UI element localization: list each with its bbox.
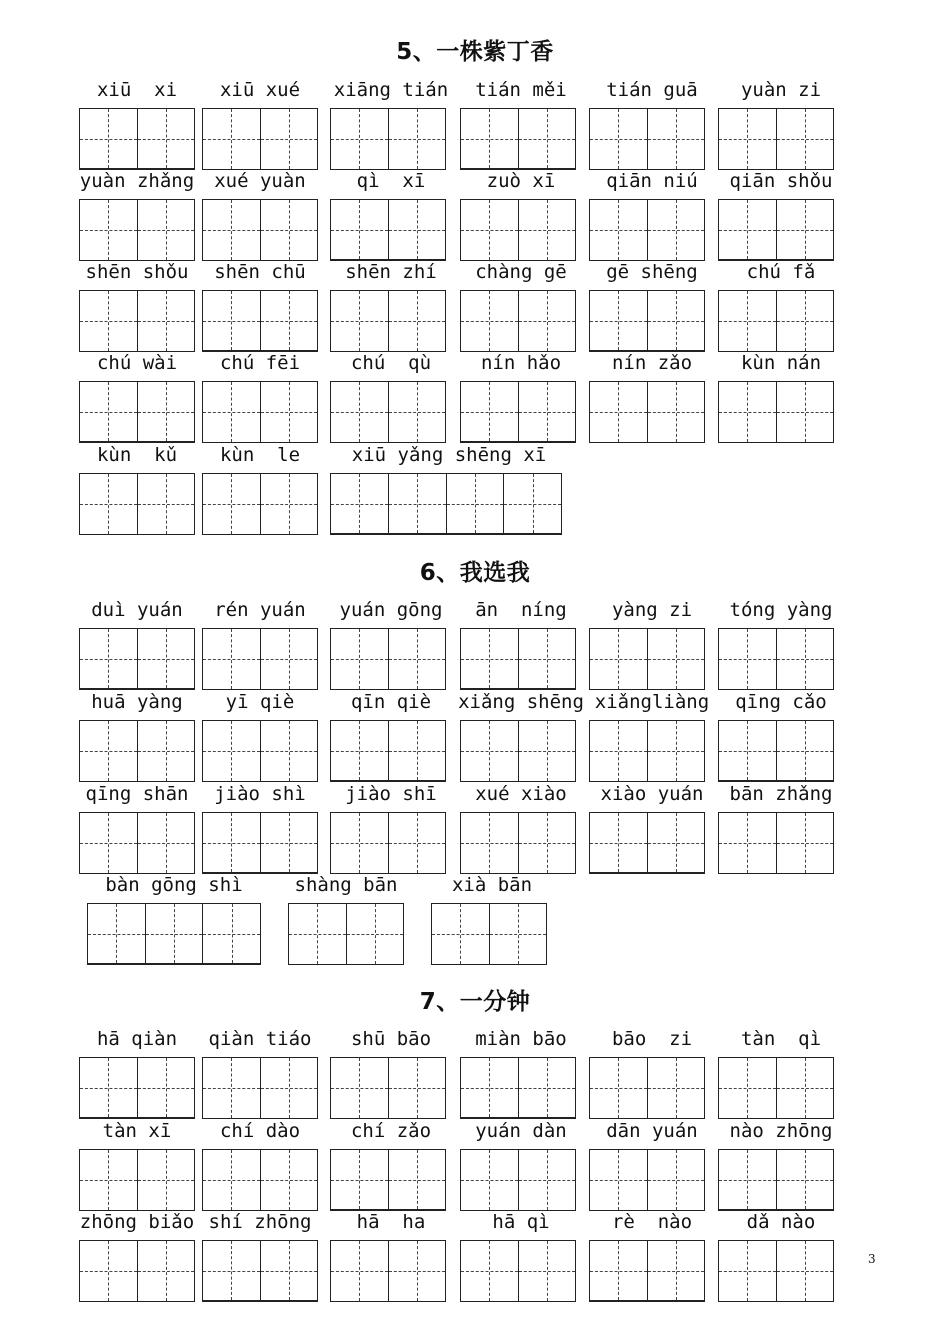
pinyin-label-tian-gua: tián guā <box>606 79 698 101</box>
tianzige-writing-grid[interactable] <box>718 1240 834 1302</box>
tianzige-writing-grid[interactable] <box>202 1057 318 1119</box>
page-number: 3 <box>868 1252 876 1266</box>
pinyin-label-ha-qian: hā qiàn <box>96 1028 178 1050</box>
tianzige-cell[interactable] <box>647 1241 705 1300</box>
pinyin-label-xia-ban: xià bān <box>451 874 533 896</box>
tianzige-writing-grid[interactable] <box>330 812 446 874</box>
pinyin-label-tian-mei: tián měi <box>475 79 567 101</box>
tianzige-cell[interactable] <box>719 1150 776 1209</box>
tianzige-writing-grid[interactable] <box>589 199 705 261</box>
pinyin-label-xiang-sheng: xiǎng shēng <box>458 691 584 713</box>
pinyin-label-qing-shan: qīng shān <box>85 783 189 805</box>
tianzige-cell[interactable] <box>647 1058 705 1118</box>
pinyin-label-kun-ku: kùn kǔ <box>96 444 178 466</box>
tianzige-writing-grid[interactable] <box>330 381 446 443</box>
tianzige-cell[interactable] <box>203 1150 260 1210</box>
pinyin-label-xiao-yuan: xiào yuán <box>600 783 704 805</box>
tianzige-cell[interactable] <box>203 721 260 781</box>
tianzige-writing-grid[interactable] <box>589 812 705 874</box>
pinyin-label-re-nao: rè nào <box>611 1211 693 1233</box>
pinyin-label-ban-zhang: bān zhǎng <box>729 783 833 805</box>
tianzige-cell[interactable] <box>203 1058 260 1118</box>
tianzige-cell[interactable] <box>137 629 195 688</box>
tianzige-cell[interactable] <box>388 109 446 169</box>
tianzige-cell[interactable] <box>137 1058 195 1117</box>
tianzige-cell[interactable] <box>590 721 647 781</box>
tianzige-cell[interactable] <box>776 200 834 259</box>
tianzige-cell[interactable] <box>647 382 705 442</box>
tianzige-cell[interactable] <box>331 721 388 780</box>
tianzige-writing-grid[interactable] <box>79 812 195 874</box>
tianzige-cell[interactable] <box>388 721 446 780</box>
tianzige-writing-grid[interactable] <box>460 108 576 170</box>
tianzige-cell[interactable] <box>388 1058 446 1118</box>
pinyin-label-chu-qu: chú qù <box>350 352 432 374</box>
tianzige-cell[interactable] <box>461 1058 518 1117</box>
tianzige-writing-grid[interactable] <box>330 473 562 535</box>
tianzige-cell[interactable] <box>137 200 195 260</box>
tianzige-writing-grid[interactable] <box>202 1149 318 1211</box>
pinyin-label-chi-dao: chí dào <box>219 1120 301 1142</box>
tianzige-cell[interactable] <box>719 1058 776 1118</box>
tianzige-cell[interactable] <box>145 904 203 963</box>
tianzige-writing-grid[interactable] <box>330 628 446 690</box>
pinyin-label-xiang-tian: xiāng tián <box>333 79 449 101</box>
tianzige-writing-grid[interactable] <box>460 720 576 782</box>
tianzige-cell[interactable] <box>518 813 576 873</box>
tianzige-writing-grid[interactable] <box>589 1057 705 1119</box>
pinyin-label-xiangliang: xiǎngliàng <box>594 691 710 713</box>
tianzige-writing-grid[interactable] <box>460 628 576 690</box>
tianzige-cell[interactable] <box>776 1058 834 1118</box>
tianzige-cell[interactable] <box>776 629 834 689</box>
tianzige-cell[interactable] <box>518 200 576 260</box>
tianzige-writing-grid[interactable] <box>460 1149 576 1211</box>
tianzige-writing-grid[interactable] <box>79 1149 195 1211</box>
tianzige-cell[interactable] <box>518 1241 576 1301</box>
pinyin-label-ha-qi: hā qì <box>492 1211 550 1233</box>
tianzige-cell[interactable] <box>461 382 518 441</box>
tianzige-cell[interactable] <box>260 200 318 260</box>
tianzige-cell[interactable] <box>137 291 195 351</box>
pinyin-label-xue-yuan: xué yuàn <box>214 170 306 192</box>
tianzige-cell[interactable] <box>647 200 705 260</box>
tianzige-cell[interactable] <box>461 109 518 168</box>
tianzige-cell[interactable] <box>388 629 446 689</box>
tianzige-writing-grid[interactable] <box>718 628 834 690</box>
pinyin-label-mian-bao: miàn bāo <box>475 1028 567 1050</box>
tianzige-cell[interactable] <box>719 291 776 351</box>
pinyin-label-qian-tiao: qiàn tiáo <box>208 1028 312 1050</box>
tianzige-cell[interactable] <box>647 813 705 872</box>
tianzige-cell[interactable] <box>203 200 260 260</box>
tianzige-cell[interactable] <box>518 1150 576 1210</box>
tianzige-cell[interactable] <box>388 474 446 533</box>
tianzige-cell[interactable] <box>518 382 576 441</box>
tianzige-cell[interactable] <box>203 382 260 442</box>
tianzige-cell[interactable] <box>489 904 547 964</box>
tianzige-writing-grid[interactable] <box>718 381 834 443</box>
tianzige-cell[interactable] <box>518 291 576 351</box>
pinyin-label-dan-yuan: dān yuán <box>606 1120 698 1142</box>
pinyin-label-yi-qie: yī qiè <box>225 691 295 713</box>
tianzige-cell[interactable] <box>719 109 776 169</box>
pinyin-label-shang-ban: shàng bān <box>294 874 398 896</box>
section-title: 7、一分钟 <box>419 989 531 1015</box>
tianzige-cell[interactable] <box>590 1241 647 1300</box>
tianzige-cell[interactable] <box>203 629 260 689</box>
pinyin-label-bao-zi: bāo zi <box>611 1028 693 1050</box>
tianzige-cell[interactable] <box>590 109 647 169</box>
tianzige-cell[interactable] <box>388 1241 446 1301</box>
tianzige-writing-grid[interactable] <box>79 1240 195 1302</box>
tianzige-writing-grid[interactable] <box>589 1149 705 1211</box>
tianzige-cell[interactable] <box>260 721 318 781</box>
pinyin-label-nin-zao: nín zǎo <box>611 352 693 374</box>
tianzige-writing-grid[interactable] <box>718 290 834 352</box>
tianzige-cell[interactable] <box>719 629 776 689</box>
section-title: 5、一株紫丁香 <box>396 39 554 65</box>
tianzige-writing-grid[interactable] <box>202 720 318 782</box>
tianzige-writing-grid[interactable] <box>202 199 318 261</box>
tianzige-cell[interactable] <box>776 109 834 169</box>
tianzige-writing-grid[interactable] <box>460 290 576 352</box>
tianzige-cell[interactable] <box>331 109 388 169</box>
pinyin-label-chu-wai: chú wài <box>96 352 178 374</box>
tianzige-writing-grid[interactable] <box>718 199 834 261</box>
pinyin-label-kun-le: kùn le <box>219 444 301 466</box>
tianzige-cell[interactable] <box>88 904 145 963</box>
tianzige-cell[interactable] <box>719 200 776 259</box>
tianzige-cell[interactable] <box>388 200 446 259</box>
tianzige-writing-grid[interactable] <box>202 381 318 443</box>
pinyin-label-xiu-yang-sheng-xi: xiū yǎng shēng xī <box>351 444 547 466</box>
tianzige-cell[interactable] <box>80 721 137 781</box>
tianzige-writing-grid[interactable] <box>330 1057 446 1119</box>
tianzige-writing-grid[interactable] <box>718 1057 834 1119</box>
tianzige-cell[interactable] <box>461 291 518 351</box>
tianzige-cell[interactable] <box>80 291 137 351</box>
pinyin-label-qing-cao: qīng cǎo <box>735 691 827 713</box>
tianzige-cell[interactable] <box>331 382 388 442</box>
pinyin-label-dui-yuan: duì yuán <box>91 599 183 621</box>
tianzige-cell[interactable] <box>289 904 346 964</box>
pinyin-label-qin-qie: qīn qiè <box>350 691 432 713</box>
tianzige-cell[interactable] <box>647 629 705 689</box>
pinyin-label-yuan-zi: yuàn zi <box>740 79 822 101</box>
tianzige-writing-grid[interactable] <box>202 812 318 874</box>
tianzige-cell[interactable] <box>331 813 388 873</box>
tianzige-cell[interactable] <box>260 629 318 689</box>
pinyin-label-shen-chu: shēn chū <box>214 261 306 283</box>
tianzige-cell[interactable] <box>518 721 576 781</box>
tianzige-cell[interactable] <box>446 474 504 533</box>
tianzige-cell[interactable] <box>331 1058 388 1118</box>
tianzige-writing-grid[interactable] <box>79 473 195 535</box>
tianzige-cell[interactable] <box>590 382 647 442</box>
tianzige-writing-grid[interactable] <box>460 381 576 443</box>
tianzige-cell[interactable] <box>260 1058 318 1118</box>
tianzige-writing-grid[interactable] <box>431 903 547 965</box>
tianzige-writing-grid[interactable] <box>460 1240 576 1302</box>
tianzige-cell[interactable] <box>719 721 776 780</box>
tianzige-writing-grid[interactable] <box>589 108 705 170</box>
tianzige-cell[interactable] <box>776 382 834 442</box>
pinyin-label-da-nao: dǎ nào <box>746 1211 816 1233</box>
tianzige-writing-grid[interactable] <box>718 812 834 874</box>
tianzige-cell[interactable] <box>137 1241 195 1301</box>
pinyin-label-yuan-dan: yuán dàn <box>475 1120 567 1142</box>
pinyin-label-ha-ha: hā ha <box>356 1211 426 1233</box>
pinyin-label-chi-zao: chí zǎo <box>350 1120 432 1142</box>
tianzige-writing-grid[interactable] <box>460 199 576 261</box>
tianzige-writing-grid[interactable] <box>79 628 195 690</box>
tianzige-writing-grid[interactable] <box>718 108 834 170</box>
pinyin-label-tan-qi: tàn qì <box>740 1028 822 1050</box>
tianzige-cell[interactable] <box>331 1241 388 1301</box>
tianzige-cell[interactable] <box>137 474 195 534</box>
tianzige-cell[interactable] <box>80 629 137 688</box>
tianzige-cell[interactable] <box>432 904 489 964</box>
pinyin-label-xiu-xi: xiū xi <box>96 79 178 101</box>
pinyin-label-xiu-xue: xiū xué <box>219 79 301 101</box>
tianzige-cell[interactable] <box>80 474 137 534</box>
tianzige-cell[interactable] <box>590 629 647 689</box>
pinyin-label-nin-hao: nín hǎo <box>480 352 562 374</box>
pinyin-label-zuo-xi: zuò xī <box>486 170 556 192</box>
tianzige-cell[interactable] <box>776 291 834 351</box>
pinyin-label-yuan-zhang: yuàn zhǎng <box>79 170 195 192</box>
tianzige-cell[interactable] <box>719 382 776 442</box>
pinyin-label-yuan-gong: yuán gōng <box>339 599 443 621</box>
tianzige-writing-grid[interactable] <box>202 1240 318 1302</box>
tianzige-cell[interactable] <box>461 1150 518 1210</box>
pinyin-label-ren-yuan: rén yuán <box>214 599 306 621</box>
tianzige-cell[interactable] <box>203 813 260 872</box>
tianzige-cell[interactable] <box>647 721 705 781</box>
tianzige-cell[interactable] <box>776 813 834 873</box>
tianzige-cell[interactable] <box>331 474 388 533</box>
tianzige-cell[interactable] <box>388 291 446 351</box>
pinyin-label-chu-fa: chú fǎ <box>746 261 816 283</box>
tianzige-cell[interactable] <box>137 109 195 168</box>
pinyin-label-shen-zhi: shēn zhí <box>345 261 437 283</box>
pinyin-label-jiao-shi: jiào shì <box>214 783 306 805</box>
tianzige-cell[interactable] <box>80 813 137 873</box>
pinyin-label-tan-xi: tàn xī <box>102 1120 172 1142</box>
pinyin-label-ban-gong-shi: bàn gōng shì <box>105 874 243 896</box>
tianzige-writing-grid[interactable] <box>330 720 446 782</box>
tianzige-writing-grid[interactable] <box>718 1149 834 1211</box>
tianzige-writing-grid[interactable] <box>589 381 705 443</box>
tianzige-writing-grid[interactable] <box>330 199 446 261</box>
tianzige-writing-grid[interactable] <box>330 1240 446 1302</box>
tianzige-cell[interactable] <box>80 109 137 168</box>
pinyin-label-qian-shou: qiān shǒu <box>729 170 833 192</box>
tianzige-cell[interactable] <box>260 1150 318 1210</box>
tianzige-cell[interactable] <box>590 1150 647 1210</box>
tianzige-cell[interactable] <box>346 904 404 964</box>
pinyin-label-tong-yang: tóng yàng <box>729 599 833 621</box>
tianzige-cell[interactable] <box>590 1058 647 1118</box>
tianzige-cell[interactable] <box>647 1150 705 1210</box>
tianzige-cell[interactable] <box>80 1150 137 1210</box>
pinyin-label-ge-sheng: gē shēng <box>606 261 698 283</box>
tianzige-cell[interactable] <box>776 1150 834 1209</box>
pinyin-label-kun-nan: kùn nán <box>740 352 822 374</box>
tianzige-writing-grid[interactable] <box>79 720 195 782</box>
tianzige-cell[interactable] <box>388 1150 446 1209</box>
tianzige-cell[interactable] <box>518 109 576 168</box>
tianzige-cell[interactable] <box>260 1241 318 1300</box>
pinyin-label-nao-zhong: nào zhōng <box>729 1120 833 1142</box>
tianzige-cell[interactable] <box>590 200 647 260</box>
pinyin-label-hua-yang: huā yàng <box>91 691 183 713</box>
tianzige-writing-grid[interactable] <box>79 381 195 443</box>
tianzige-cell[interactable] <box>80 1058 137 1117</box>
tianzige-cell[interactable] <box>518 629 576 688</box>
tianzige-cell[interactable] <box>260 474 318 534</box>
tianzige-writing-grid[interactable] <box>589 1240 705 1302</box>
tianzige-cell[interactable] <box>80 382 137 441</box>
tianzige-writing-grid[interactable] <box>589 290 705 352</box>
tianzige-cell[interactable] <box>461 721 518 781</box>
tianzige-cell[interactable] <box>260 291 318 350</box>
tianzige-writing-grid[interactable] <box>330 108 446 170</box>
tianzige-cell[interactable] <box>518 1058 576 1117</box>
tianzige-cell[interactable] <box>461 629 518 688</box>
tianzige-cell[interactable] <box>331 200 388 259</box>
section-title: 6、我选我 <box>419 560 531 586</box>
tianzige-writing-grid[interactable] <box>330 290 446 352</box>
tianzige-cell[interactable] <box>503 474 561 533</box>
tianzige-writing-grid[interactable] <box>79 1057 195 1119</box>
tianzige-writing-grid[interactable] <box>202 108 318 170</box>
tianzige-cell[interactable] <box>203 291 260 350</box>
tianzige-writing-grid[interactable] <box>330 1149 446 1211</box>
pinyin-label-yang-zi: yàng zi <box>611 599 693 621</box>
tianzige-cell[interactable] <box>137 721 195 781</box>
tianzige-cell[interactable] <box>719 813 776 873</box>
tianzige-writing-grid[interactable] <box>718 720 834 782</box>
pinyin-label-shi-zhong: shí zhōng <box>208 1211 312 1233</box>
pinyin-label-jiao-shi: jiào shī <box>345 783 437 805</box>
tianzige-cell[interactable] <box>137 382 195 441</box>
tianzige-cell[interactable] <box>647 109 705 169</box>
pinyin-label-zhong-biao: zhōng biǎo <box>79 1211 195 1233</box>
tianzige-cell[interactable] <box>331 291 388 351</box>
tianzige-cell[interactable] <box>203 1241 260 1300</box>
tianzige-cell[interactable] <box>388 382 446 442</box>
tianzige-cell[interactable] <box>647 291 705 350</box>
pinyin-label-shen-shou: shēn shǒu <box>85 261 189 283</box>
tianzige-writing-grid[interactable] <box>460 812 576 874</box>
tianzige-cell[interactable] <box>776 1241 834 1301</box>
tianzige-writing-grid[interactable] <box>87 903 261 965</box>
tianzige-writing-grid[interactable] <box>202 473 318 535</box>
tianzige-cell[interactable] <box>388 813 446 873</box>
tianzige-writing-grid[interactable] <box>589 628 705 690</box>
tianzige-cell[interactable] <box>203 109 260 169</box>
tianzige-cell[interactable] <box>461 1241 518 1301</box>
tianzige-cell[interactable] <box>260 109 318 169</box>
tianzige-writing-grid[interactable] <box>79 290 195 352</box>
tianzige-cell[interactable] <box>331 1150 388 1209</box>
tianzige-writing-grid[interactable] <box>202 290 318 352</box>
tianzige-cell[interactable] <box>203 474 260 534</box>
tianzige-cell[interactable] <box>202 904 260 963</box>
tianzige-cell[interactable] <box>461 813 518 873</box>
tianzige-cell[interactable] <box>719 1241 776 1301</box>
tianzige-cell[interactable] <box>137 813 195 873</box>
tianzige-cell[interactable] <box>590 813 647 872</box>
tianzige-cell[interactable] <box>331 629 388 689</box>
tianzige-writing-grid[interactable] <box>79 199 195 261</box>
pinyin-label-chu-fei: chú fēi <box>219 352 301 374</box>
tianzige-cell[interactable] <box>80 200 137 260</box>
tianzige-cell[interactable] <box>776 721 834 780</box>
pinyin-label-qi-xi: qì xī <box>356 170 426 192</box>
tianzige-cell[interactable] <box>137 1150 195 1210</box>
tianzige-cell[interactable] <box>461 200 518 260</box>
tianzige-writing-grid[interactable] <box>79 108 195 170</box>
pinyin-label-shu-bao: shū bāo <box>350 1028 432 1050</box>
pinyin-label-chang-ge: chàng gē <box>475 261 567 283</box>
tianzige-writing-grid[interactable] <box>288 903 404 965</box>
tianzige-cell[interactable] <box>260 813 318 872</box>
tianzige-cell[interactable] <box>260 382 318 442</box>
tianzige-writing-grid[interactable] <box>589 720 705 782</box>
pinyin-label-xue-xiao: xué xiào <box>475 783 567 805</box>
tianzige-writing-grid[interactable] <box>460 1057 576 1119</box>
tianzige-cell[interactable] <box>590 291 647 350</box>
pinyin-label-an-ning: ān níng <box>475 599 567 621</box>
pinyin-label-qian-niu: qiān niú <box>606 170 698 192</box>
tianzige-writing-grid[interactable] <box>202 628 318 690</box>
tianzige-cell[interactable] <box>80 1241 137 1301</box>
